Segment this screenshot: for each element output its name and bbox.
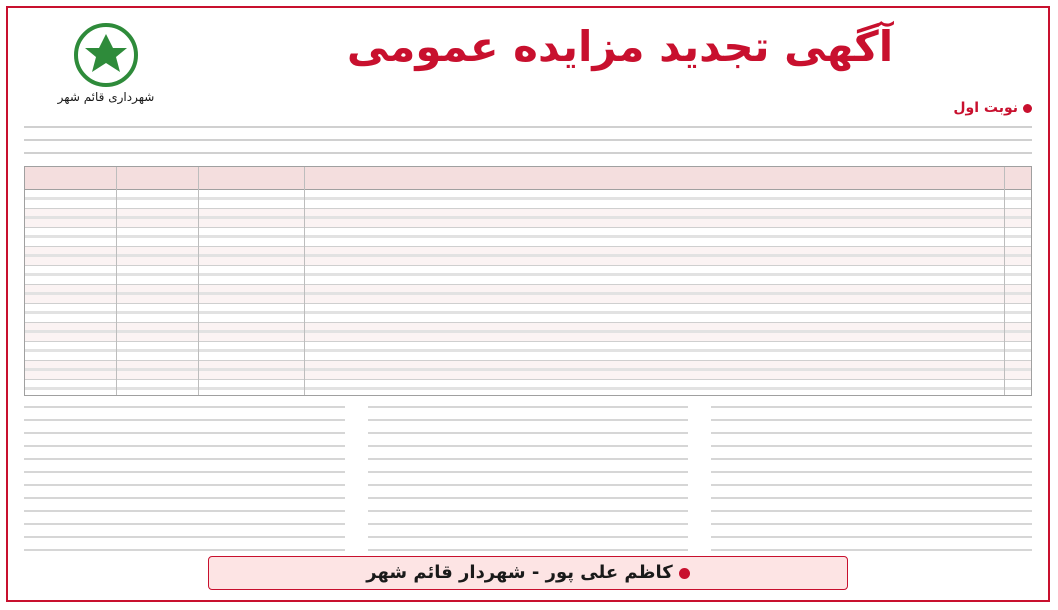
bullet-dot-icon (1023, 104, 1032, 113)
table-row (25, 342, 1031, 361)
table-row (25, 190, 1031, 209)
table-row (25, 266, 1031, 285)
round-label (953, 100, 1032, 116)
table-row (25, 361, 1031, 380)
table-row (25, 380, 1031, 396)
logo-caption: شهرداری قائم شهر (57, 90, 155, 104)
table-row (25, 304, 1031, 323)
conditions-column (24, 400, 345, 560)
conditions (24, 400, 1032, 560)
intro-paragraph (24, 120, 1032, 160)
conditions-column (368, 400, 689, 560)
municipality-logo (32, 22, 180, 114)
column-divider (198, 167, 199, 395)
column-divider (1004, 167, 1005, 395)
notice-title: آگهی تجدید مزایده عمومی (346, 22, 894, 71)
table-row (25, 285, 1031, 304)
signature-bar (208, 556, 848, 590)
lease-table (24, 166, 1032, 396)
table-row (25, 228, 1031, 247)
round-text: نوبت اول (953, 100, 1018, 116)
column-divider (304, 167, 305, 395)
conditions-column (711, 400, 1032, 560)
bullet-dot-icon (679, 568, 690, 579)
table-row (25, 323, 1031, 342)
table-row (25, 247, 1031, 266)
auction-notice (6, 6, 1050, 602)
table-row (25, 209, 1031, 228)
municipality-logo-icon (73, 22, 139, 88)
table-header (25, 167, 1031, 190)
signature-text: کاظم علی پور - شهردار قائم شهر (366, 562, 673, 583)
column-divider (116, 167, 117, 395)
